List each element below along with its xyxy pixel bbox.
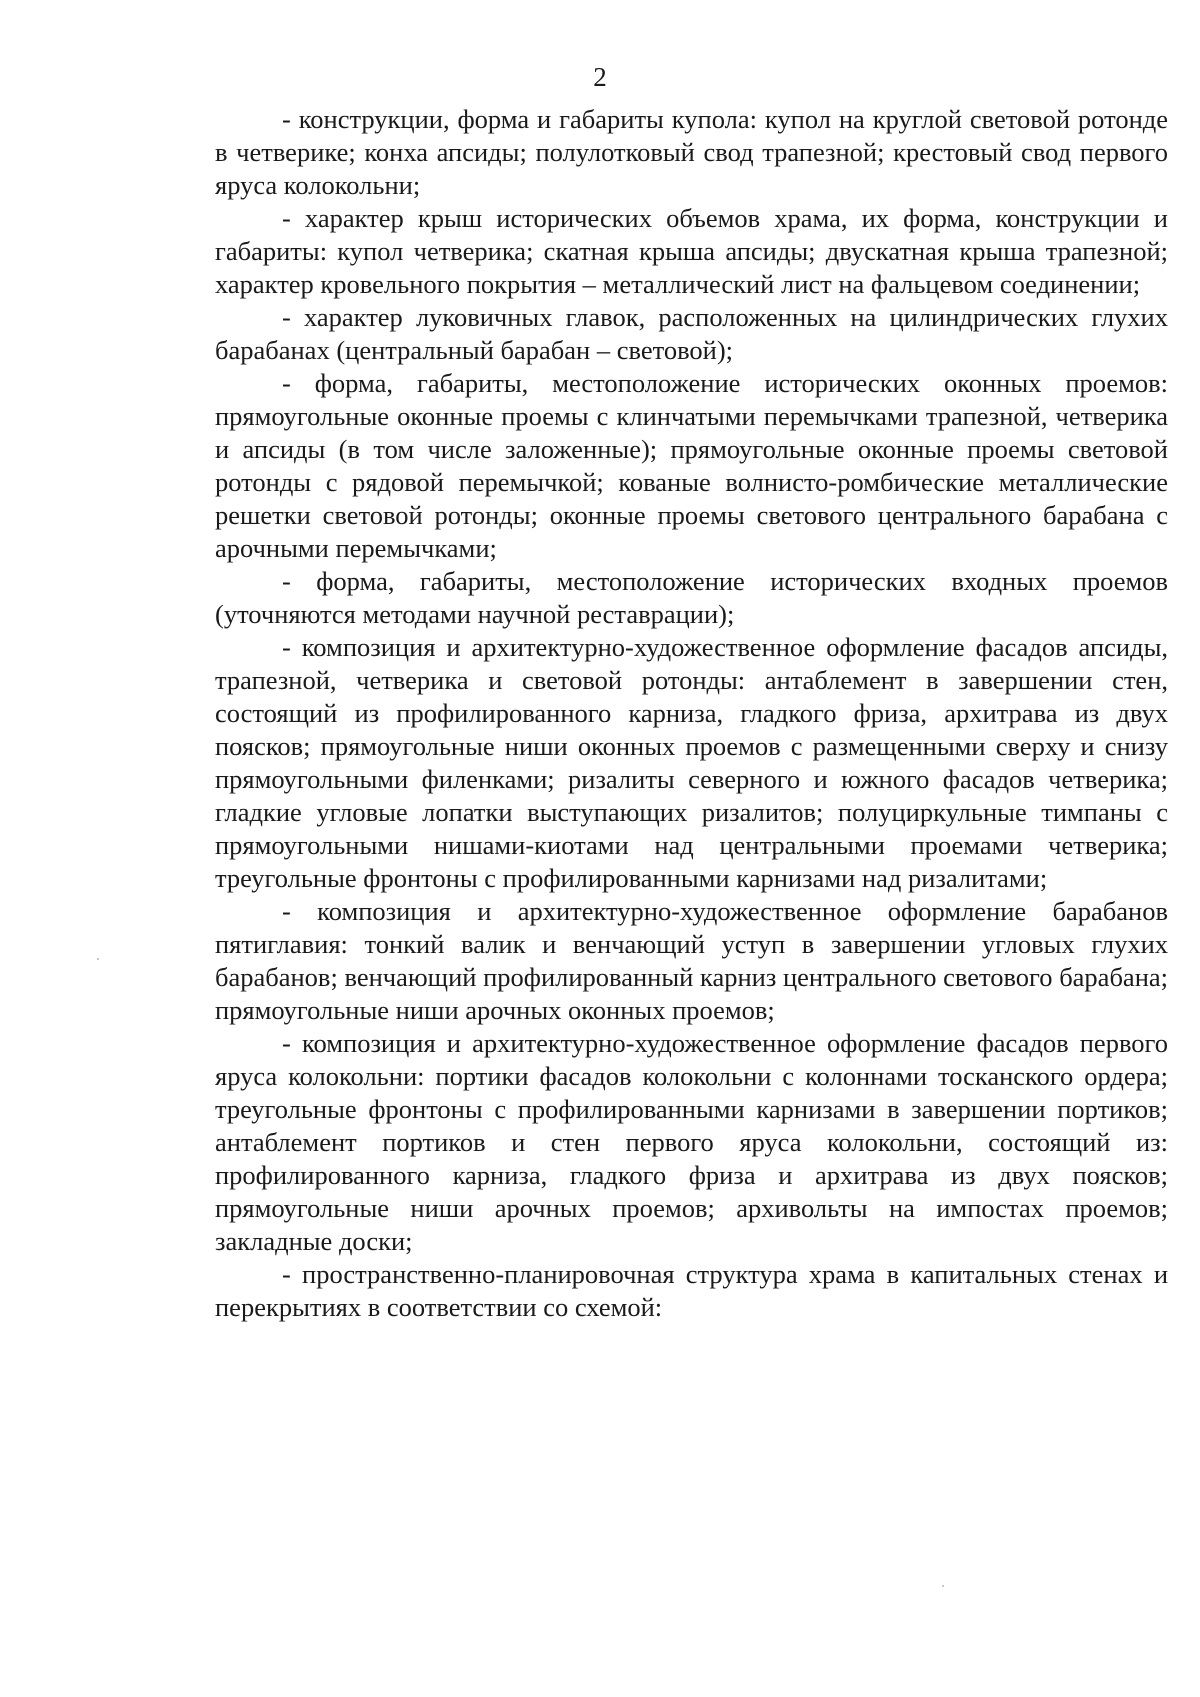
paragraph-drums-composition: - композиция и архитектурно-художественное оформление барабанов пятиглавия: тонкий валик и венчающий уступ в завершении угловых глухих барабанов; венчающий профилированный карниз центрального светового барабана; прямоугольные ниши арочных оконных проемов; <box>215 896 1168 1025</box>
document-body <box>215 103 1168 1324</box>
scan-speck <box>942 1585 944 1587</box>
scan-speck <box>97 958 99 960</box>
page-number: 2 <box>593 62 607 92</box>
paragraph-entrance-openings: - форма, габариты, местоположение исторических входных проемов (уточняются методами научной реставрации); <box>215 566 1168 629</box>
paragraph-bell-tower-facades: - композиция и архитектурно-художественное оформление фасадов первого яруса колокольни: портики фасадов колокольни с колоннами тосканского ордера; треугольные фронтоны с профилированными карнизами в завершении портиков; антаблемент портиков и стен первого яруса колокольни, состоящий из: профилированного карниза, гладкого фриза и архитрава из двух поясков; прямоугольные ниши арочных проемов; архивольты на импостах проемов; закладные доски; <box>215 1028 1168 1256</box>
paragraph-facade-composition: - композиция и архитектурно-художественное оформление фасадов апсиды, трапезной, четверика и световой ротонды: антаблемент в завершении стен, состоящий из профилированного карниза, гладкого фриза, архитрава из двух поясков; прямоугольные ниши оконных проемов с размещенными сверху и снизу прямоугольными филенками; ризалиты северного и южного фасадов четверика; гладкие угловые лопатки выступающих ризалитов; полуциркульные тимпаны с прямоугольными нишами-киотами над центральными проемами четверика; треугольные фронтоны с профилированными карнизами над ризалитами; <box>215 632 1168 893</box>
paragraph-onion-domes: - характер луковичных главок, расположенных на цилиндрических глухих барабанах (центральный барабан – световой); <box>215 302 1168 365</box>
paragraph-spatial-structure: - пространственно-планировочная структура храма в капитальных стенах и перекрытиях в соответствии со схемой: <box>215 1259 1168 1322</box>
paragraph-window-openings: - форма, габариты, местоположение исторических оконных проемов: прямоугольные оконные проемы с клинчатыми перемычками трапезной, четверика и апсиды (в том числе заложенные); прямоугольные оконные проемы световой ротонды с рядовой перемычкой; кованые волнисто-ромбические металлические решетки световой ротонды; оконные проемы светового центрального барабана с арочными перемычками; <box>215 368 1168 563</box>
paragraph-dome-structures: - конструкции, форма и габариты купола: купол на круглой световой ротонде в четверике; конха апсиды; полулотковый свод трапезной; крестовый свод первого яруса колокольни; <box>215 104 1168 200</box>
paragraph-roofs: - характер крыш исторических объемов храма, их форма, конструкции и габариты: купол четверика; скатная крыша апсиды; двускатная крыша трапезной; характер кровельного покрытия – металлический лист на фальцевом соединении; <box>215 203 1168 299</box>
